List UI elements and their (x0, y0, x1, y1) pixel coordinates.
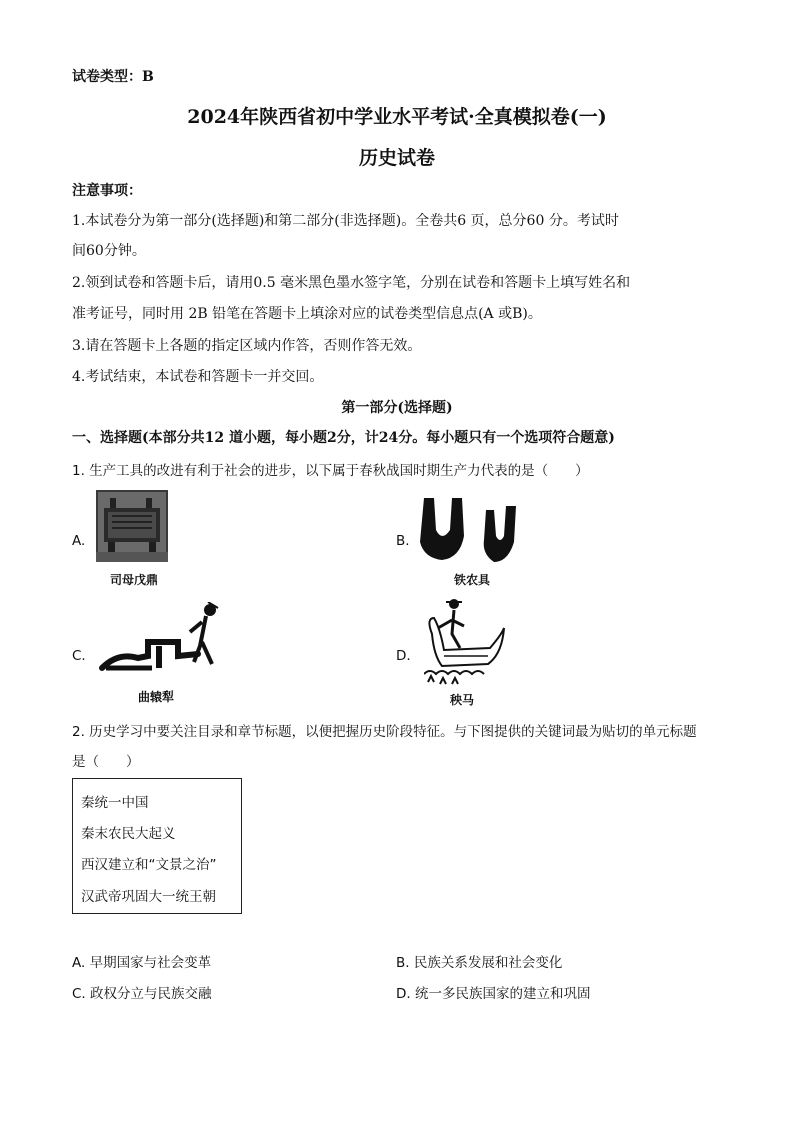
note-item-4: 4.考试结束，本试卷和答题卡一并交回。 (72, 369, 324, 385)
iron-tools-icon (420, 496, 520, 564)
section-heading: 一、选择题(本部分共12 道小题，每小题2分，计24分。每小题只有一个选项符合题意) (72, 430, 615, 446)
q1-option-a-caption: 司母戊鼎 (110, 573, 159, 587)
note-item-1-line-1: 1.本试卷分为第一部分(选择题)和第二部分(非选择题)。全卷共6 页，总分60 分。考试时 (72, 213, 619, 229)
paper-type-label: 试卷类型：B (72, 69, 154, 85)
note-item-2-line-2: 准考证号，同时用 2B 铅笔在答题卡上填涂对应的试卷类型信息点(A 或B)。 (72, 306, 542, 322)
q2-stem-line-1: 2. 历史学习中要关注目录和章节标题，以便把握历史阶段特征。与下图提供的关键词最为贴切的单元标题 (72, 724, 697, 740)
q2-keyword-2: 秦末农民大起义 (81, 826, 176, 842)
subject-title: 历史试卷 (358, 147, 435, 169)
q1-option-b-letter[interactable]: B. (396, 533, 410, 549)
q2-keyword-3: 西汉建立和“文景之治” (81, 857, 217, 873)
q1-option-a-letter[interactable]: A. (72, 533, 86, 549)
q2-stem-line-2: 是（ ） (72, 754, 140, 770)
q1-option-d-caption: 秧马 (450, 693, 475, 707)
q2-keyword-1: 秦统一中国 (81, 795, 149, 811)
q2-option-b[interactable]: B. 民族关系发展和社会变化 (396, 955, 563, 971)
q2-option-d[interactable]: D. 统一多民族国家的建立和巩固 (396, 986, 591, 1002)
note-item-3: 3.请在答题卡上各题的指定区域内作答，否则作答无效。 (72, 338, 422, 354)
q2-option-c[interactable]: C. 政权分立与民族交融 (72, 986, 212, 1002)
q1-option-c-letter[interactable]: C. (72, 648, 86, 664)
q2-keyword-box (72, 778, 242, 914)
q1-option-b-caption: 铁农具 (454, 573, 491, 587)
note-item-2-line-1: 2.领到试卷和答题卡后，请用0.5 毫米黑色墨水签字笔，分别在试卷和答题卡上填写姓名和 (72, 275, 631, 291)
ding-icon (96, 490, 168, 562)
seedling-horse-icon (424, 598, 506, 690)
q1-option-d-letter[interactable]: D. (396, 648, 411, 664)
plow-icon (98, 602, 224, 680)
part1-heading: 第一部分(选择题) (341, 400, 453, 416)
note-item-1-line-2: 间60分钟。 (72, 243, 146, 259)
q1-stem: 1. 生产工具的改进有利于社会的进步，以下属于春秋战国时期生产力代表的是（ ） (72, 463, 589, 479)
q2-keyword-4: 汉武帝巩固大一统王朝 (81, 889, 216, 905)
q2-option-a[interactable]: A. 早期国家与社会变革 (72, 955, 212, 971)
exam-title: 2024年陕西省初中学业水平考试·全真模拟卷(一) (187, 106, 607, 128)
notes-heading: 注意事项： (72, 183, 142, 199)
q1-option-c-caption: 曲辕犁 (138, 690, 175, 704)
